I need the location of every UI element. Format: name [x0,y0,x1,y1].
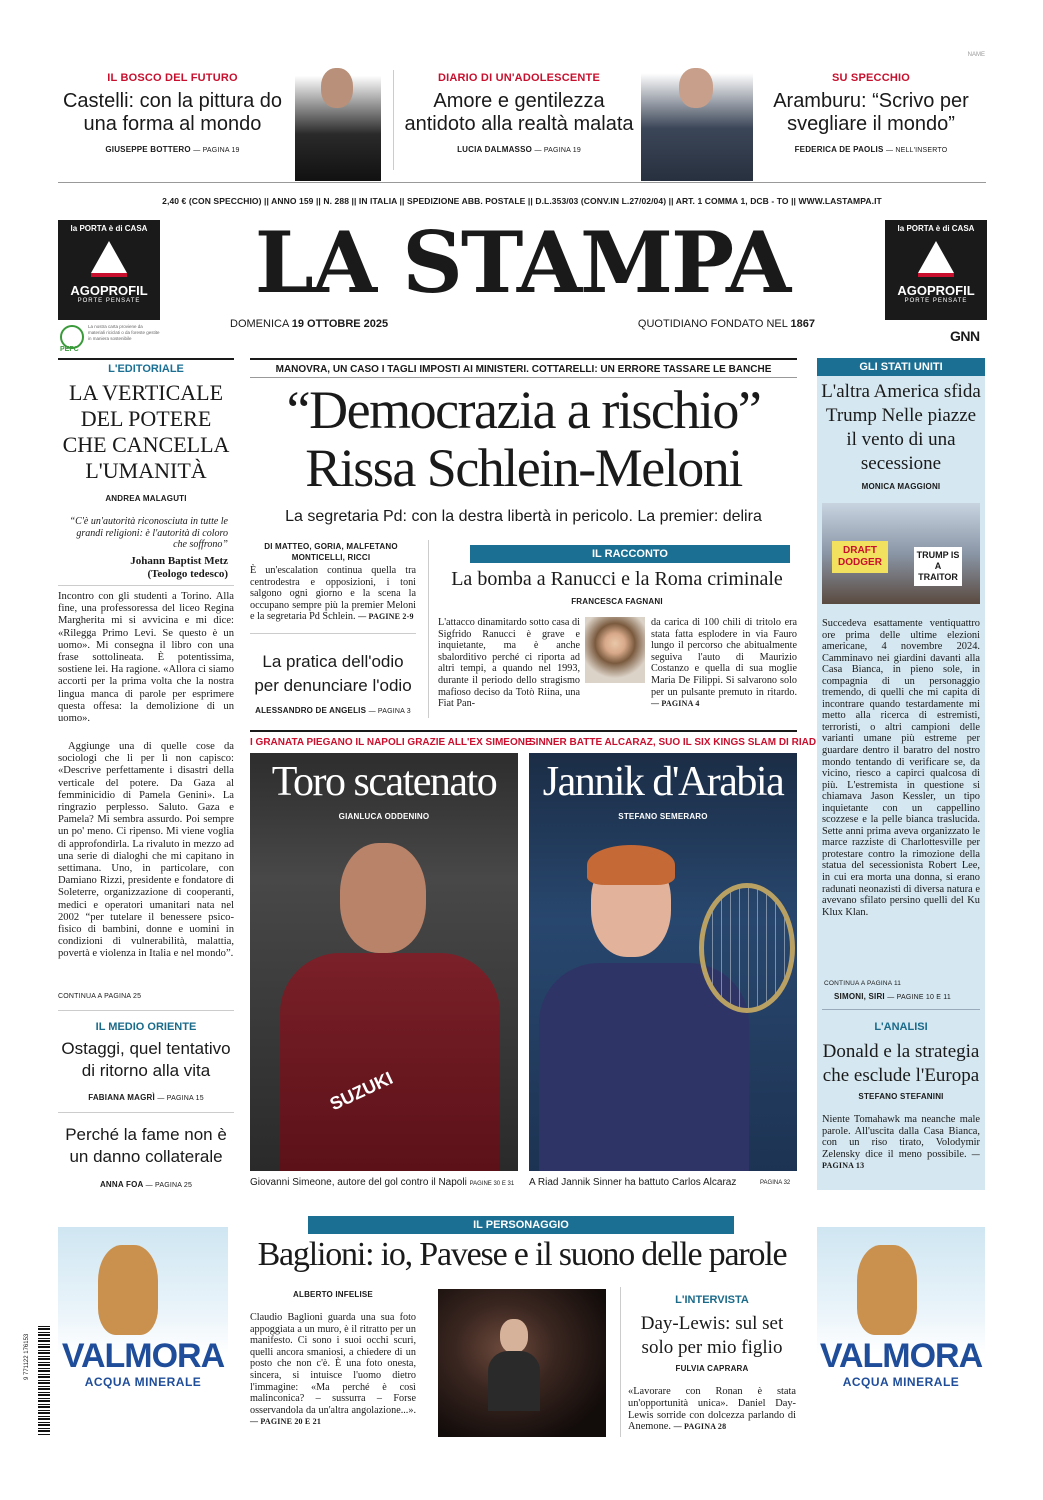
editoriale-byline: ANDREA MALAGUTI [105,494,187,503]
fame-title[interactable]: Perché la fame non è un danno collaterale [65,1125,227,1166]
teaser-2-title: Amore e gentilezza antidoto alla realtà malata [404,90,634,135]
teaser-1-byline: GIUSEPPE BOTTERO — PAGINA 19 [105,145,240,154]
barcode-number: 9 771122 176153 [24,1333,30,1380]
sport-1-overline: I GRANATA PIEGANO IL NAPOLI GRAZIE ALL'EX SIMEONE [250,737,532,748]
protest-sign-2: TRUMP IS A TRAITOR [914,547,962,586]
usa-byline: MONICA MAGGIONI [861,482,941,491]
ad-valmora-right[interactable] [817,1227,985,1439]
usa-bar: GLI STATI UNITI [817,358,985,376]
usa-body: Succedeva esattamente ventiquattro ore prima delle ultime elezioni americane, 4 novembre 2024. Camminavo nei giardini davanti alla Casa Bianca, in pieno sole, in compagnia di un personaggio tremendo, di quelli che mi capita di incontrare quando testardamente mi metto alla ricerca di estremisti, terroristi, o altri campioni delle varianti umane più estreme per guardare dentro il baratro del nostro mondo tentando di verificare se, da vicino, riesco a capirci qualcosa di più. L'estremista in questione si chiamava Jason Kessler, un tipo inquietante con un cappellino scozzese e la pelle bianca traslucida. Sette anni prima aveva organizzato le marce razziste di Charlottesville per protestare contro la rimozione della statua del secessionista Robert Lee, in cui era morta una donna, si erano radunati neonazisti di diversa natura e avevano sfilato persino quelli del Ku Klux Klan. [822,618,980,918]
personaggio-byline: ALBERTO INFELISE [293,1290,373,1299]
sport-1-title[interactable]: Toro scatenato [271,759,497,805]
ad-brand: AGOPROFIL [897,283,975,298]
editoriale-continue[interactable]: CONTINUA A PAGINA 25 [58,993,142,1000]
usa-names: SIMONI, SIRI — PAGINE 10 E 11 [834,992,951,1001]
pefc-label: PEFC [60,346,79,353]
pefc-note: La nostra carta proviene da materiali riciclati o da foreste gestite in maniera sostenibile [88,324,160,341]
analisi-byline: STEFANO STEFANINI [858,1092,944,1101]
sport-2-title[interactable]: Jannik d'Arabia [542,759,784,805]
valmora-sub: ACQUA MINERALE [842,1375,960,1389]
teaser-1-title: Castelli: con la pittura do una forma al mondo [62,90,282,135]
lead-side-title[interactable]: La pratica dell'odio per denunciare l'odio [254,652,412,695]
racconto-col-1: L'attacco dinamitardo sotto casa di Sigfrido Ranucci è grave e inquietante, ma è anche sbalorditivo perché ci riporta ad altri tempi, a quando nel 1993, durante il periodo dello stragismo mafioso deciso da Totò Riina, una Fiat Pan- [438,617,580,710]
teaser-1-kicker: IL BOSCO DEL FUTURO [107,72,238,84]
intervista-title[interactable]: Day-Lewis: sul set solo per mio figlio [640,1313,784,1358]
lead-text: È un'escalation continua quella tra centrodestra e opposizioni, i toni salgono ogni giorno e la scena la occupano sempre più la premier Meloni e la segretaria Pd Schlein. — PAGINE 2-9 [250,565,416,623]
jersey-sponsor: SUZUKI [326,1067,396,1115]
teaser-3-photo [641,64,753,181]
teaser-2[interactable] [400,72,638,154]
medio-kicker: IL MEDIO ORIENTE [95,1021,197,1033]
fame-byline: ANNA FOA — PAGINA 25 [99,1180,193,1189]
teaser-2-kicker: DIARIO DI UN'ADOLESCENTE [437,72,601,84]
teaser-3-kicker: SU SPECCHIO [832,72,910,84]
ad-tag: la PORTA è di CASA [70,224,148,233]
personaggio-photo [438,1289,606,1437]
ad-valmora-left[interactable] [58,1227,228,1439]
usa-title[interactable]: L'altra America sfida Trump Nelle piazze il vento di una secessione [821,381,981,474]
ad-agoprofil-right[interactable] [885,220,987,320]
sport-2-overline: SINNER BATTE ALCARAZ, SUO IL SIX KINGS SLAM DI RIAD [529,737,817,748]
ad-tag: la PORTA è di CASA [897,224,975,233]
lead-overline: MANOVRA, UN CASO I TAGLI IMPOSTI AI MINISTERI. COTTARELLI: UN ERRORE TASSARE LE BANCHE [275,364,772,375]
sport-1-caption: Giovanni Simeone, autore del gol contro il Napoli PAGINE 30 E 31 [250,1177,515,1188]
intervista-kicker: L'INTERVISTA [675,1294,749,1306]
intervista-body: «Lavorare con Ronan è stata un'opportunità unica». Daniel Day-Lewis sorride con dolcezza parlando di Anemone. — PAGINA 28 [628,1386,796,1433]
racconto-col-2: da carica di 100 chili di tritolo era stata fatta esplodere in via Fauro lungo il percorso che abitualmente seguiva l'auto di Maurizio Costanzo e quella di sua moglie Maria De Filippi. Si salvarono solo per un pulsante premuto in ritardo. — PAGINA 4 [651,617,797,709]
player-jersey [280,953,500,1171]
lead-subtitle: La segretaria Pd: con la destra libertà in pericolo. La premier: delira [285,508,762,525]
ad-sub: PORTE PENSATE [77,298,141,304]
personaggio-title[interactable]: Baglioni: io, Pavese e il suono delle parole [257,1236,787,1273]
lead-headline-1[interactable]: “Democrazia a rischio” [286,380,761,440]
ad-sub: PORTE PENSATE [904,298,968,304]
editoriale-quote-author: Johann Baptist Metz [130,555,228,567]
lead-side-byline: ALESSANDRO DE ANGELIS — PAGINA 3 [255,706,411,715]
sport-1-byline: GIANLUCA ODDENINO [338,812,430,821]
deer-icon [98,1245,158,1335]
protest-sign-1: DRAFT DODGER [832,541,888,573]
teaser-2-byline: LUCIA DALMASSO — PAGINA 19 [457,145,581,154]
analisi-body: Niente Tomahawk ma neanche male parole. All'uscita dalla Casa Bianca, con un riso tirato, Volodymir Zelensky dice il meno possibile. — PAGINA 13 [822,1114,980,1171]
sport-2-page: PAGINA 32 [760,1180,791,1186]
player-head [340,843,426,953]
barcode [38,1325,50,1435]
intervista-byline: FULVIA CAPRARA [675,1364,749,1373]
door-icon [918,241,954,273]
teaser-3-title: Aramburu: “Scrivo per svegliare il mondo” [773,90,969,135]
teaser-1[interactable] [60,72,285,154]
gnn-logo: GNN [950,328,980,344]
masthead-founded: QUOTIDIANO FONDATO NEL 1867 [637,318,815,330]
door-icon [91,241,127,273]
racconto-bar: IL RACCONTO [470,545,790,563]
lead-byline: DI MATTEO, GORIA, MALFETANO MONTICELLI, RICCI [264,542,398,562]
analisi-title[interactable]: Donald e la strategia che esclude l'Europa [822,1041,980,1086]
teaser-3-byline: FEDERICA DE PAOLIS — NELL'INSERTO [794,145,948,154]
racconto-byline: FRANCESCA FAGNANI [571,597,663,606]
usa-photo [822,503,980,604]
racconto-photo [585,617,645,683]
sport-2-caption: A Riad Jannik Sinner ha battuto Carlos Alcaraz [529,1177,737,1188]
player-hair [587,845,675,885]
editoriale-quote-role: (Teologo tedesco) [147,568,228,580]
analisi-kicker: L'ANALISI [874,1021,928,1033]
tennis-racket [699,883,795,1013]
editoriale-quote: “C'è un'autorità riconosciuta in tutte le grandi religioni: è l'autorità di coloro che soffrono” [69,516,228,550]
valmora-brand: VALMORA [819,1337,983,1375]
editoriale-kicker: L'EDITORIALE [108,363,184,375]
medio-byline: FABIANA MAGRÌ — PAGINA 15 [88,1093,204,1102]
medio-title[interactable]: Ostaggi, quel tentativo di ritorno alla vita [61,1039,231,1080]
masthead-info: 2,40 € (CON SPECCHIO) || ANNO 159 || N. 288 || IN ITALIA || SPEDIZIONE ABB. POSTALE || D.L.353/03 (CONV.IN L.27/02/04) || ART. 1 COMMA 1, DCB - TO || WWW.LASTAMPA.IT [162,196,882,206]
personaggio-body: Claudio Baglioni guarda una sua foto appoggiata a un muro, è il ritratto per un manifesto. Ci sono i suoi occhi scuri, quelli ancora smaniosi, a chiedere di un posto che non c'è. È una foto onesta, sincera, si intuisce l'uomo dietro l'immagine: «Ma perché è così malinconica? – sussurra – Forse osservandola da un'altra angolazione...». — PAGINE 20 E 21 [250,1312,416,1427]
deer-icon [857,1245,917,1335]
sport-2-byline: STEFANO SEMERARO [618,812,708,821]
teaser-3[interactable] [760,72,982,154]
racconto-title[interactable]: La bomba a Ranucci e la Roma criminale [451,568,783,590]
masthead-logo[interactable]: LA STAMPA [254,213,790,312]
editoriale-body-2: Aggiunge una di quelle cose da sociologi che li per lì non capisco: «Descrive perfettamente i disastri della verticale del potere. Da Gaza al femminicidio di Pamela Genini». La ringrazio perplesso. Saluto. Gaza e Pamela? Mi sembra assurdo. Poi sempre un po' meno. Ci ripenso. Mi viene voglia di approfondirla. La rivaluto in mezzo ad una serie di dialoghi che mi capitano in settimana. Uno, in particolare, con Damiano Rizzi, presidente e fondatore di Soleterre, organizzazione di cooperanti, medici e operatori umanitari nata nel 2002 “per tutelare il benessere psico-fisico di bambini, donne e uomini in condizioni di vulnerabilità, malattia, povertà e violenza in Italia e nel mondo”. [58,741,234,960]
lead-headline-2[interactable]: Rissa Schlein-Meloni [305,438,742,498]
valmora-brand: VALMORA [61,1337,225,1375]
corner-code: NAME [967,52,985,58]
ad-brand: AGOPROFIL [70,283,148,298]
masthead-date: DOMENICA 19 OTTOBRE 2025 [230,318,389,330]
valmora-sub: ACQUA MINERALE [84,1375,202,1389]
editoriale-title[interactable]: LA VERTICALE DEL POTERE CHE CANCELLA L'UMANITÀ [62,380,230,483]
usa-continue[interactable]: CONTINUA A PAGINA 11 [824,980,902,987]
editoriale-body-1: Incontro con gli studenti a Torino. Alla fine, una professoressa del liceo Regina Margherita mi si avvicina e mi dice: «Rilegga Primo Levi. Se questo è un uomo». Mi consegna il libro con una frase sottolineata. È potentissima, sostiene lei. Ha ragione. «Allora ci siamo accorti per la prima volta che la nostra lingua manca di parole per esprimere questa offesa: la demolizione di un uomo». [58,591,234,725]
personaggio-bar: IL PERSONAGGIO [308,1216,734,1234]
teaser-1-photo [295,64,381,181]
ad-agoprofil-left[interactable] [58,220,160,320]
